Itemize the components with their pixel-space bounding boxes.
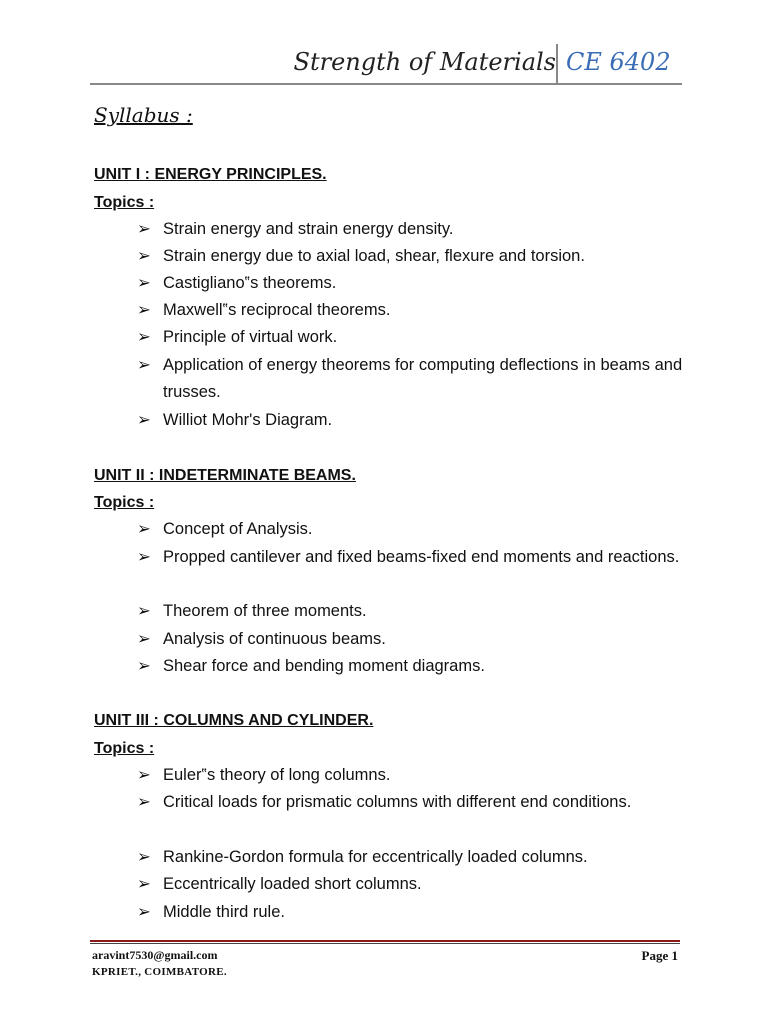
list-item: ➢ Strain energy due to axial load, shear, flexure and torsion. bbox=[137, 243, 697, 270]
arrow-bullet-icon: ➢ bbox=[137, 848, 151, 866]
arrow-bullet-icon: ➢ bbox=[137, 247, 151, 265]
list-item: ➢ Euler‟s theory of long columns. bbox=[137, 762, 697, 789]
arrow-bullet-icon: ➢ bbox=[137, 220, 151, 238]
list-item: ➢ Rankine-Gordon formula for eccentrically loaded columns. bbox=[137, 844, 697, 871]
header-divider bbox=[556, 44, 558, 84]
unit-3-title: UNIT III : COLUMNS AND CYLINDER. bbox=[94, 712, 374, 729]
page-number: Page 1 bbox=[641, 948, 678, 963]
list-item: ➢ Theorem of three moments. bbox=[137, 598, 697, 625]
arrow-bullet-icon: ➢ bbox=[137, 548, 151, 566]
footer-institution: KPRIET., COIMBATORE. bbox=[92, 966, 227, 978]
list-item: ➢ Maxwell‟s reciprocal theorems. bbox=[137, 297, 697, 324]
list-item: ➢ Application of energy theorems for computing deflections in beams and trusses. bbox=[137, 352, 697, 406]
arrow-bullet-icon: ➢ bbox=[137, 657, 151, 675]
list-item: ➢ Strain energy and strain energy density. bbox=[137, 216, 697, 243]
unit-2-topics-label: Topics : bbox=[94, 494, 155, 511]
list-item: ➢ Propped cantilever and fixed beams-fixed end moments and reactions. bbox=[137, 544, 697, 571]
arrow-bullet-icon: ➢ bbox=[137, 411, 151, 429]
arrow-bullet-icon: ➢ bbox=[137, 793, 151, 811]
page-header bbox=[0, 40, 768, 86]
arrow-bullet-icon: ➢ bbox=[137, 301, 151, 319]
course-code: CE 6402 bbox=[566, 48, 671, 76]
header-title: Strength of Materials bbox=[293, 48, 556, 76]
unit-1-topics-label: Topics : bbox=[94, 194, 155, 211]
arrow-bullet-icon: ➢ bbox=[137, 903, 151, 921]
list-item: ➢ Eccentrically loaded short columns. bbox=[137, 871, 697, 898]
unit-2-title: UNIT II : INDETERMINATE BEAMS. bbox=[94, 467, 356, 484]
arrow-bullet-icon: ➢ bbox=[137, 356, 151, 374]
syllabus-heading: Syllabus : bbox=[94, 103, 193, 127]
arrow-bullet-icon: ➢ bbox=[137, 328, 151, 346]
footer-rule-thin bbox=[90, 943, 680, 944]
arrow-bullet-icon: ➢ bbox=[137, 630, 151, 648]
arrow-bullet-icon: ➢ bbox=[137, 875, 151, 893]
list-item: ➢ Middle third rule. bbox=[137, 899, 697, 926]
arrow-bullet-icon: ➢ bbox=[137, 766, 151, 784]
list-item: ➢ Williot Mohr's Diagram. bbox=[137, 407, 697, 434]
header-rule bbox=[90, 83, 682, 85]
arrow-bullet-icon: ➢ bbox=[137, 602, 151, 620]
list-item: ➢ Analysis of continuous beams. bbox=[137, 626, 697, 653]
list-item: ➢ Critical loads for prismatic columns with different end conditions. bbox=[137, 789, 697, 816]
list-item: ➢ Concept of Analysis. bbox=[137, 516, 697, 543]
list-item: ➢ Principle of virtual work. bbox=[137, 324, 697, 351]
footer-email: aravint7530@gmail.com bbox=[92, 948, 218, 962]
arrow-bullet-icon: ➢ bbox=[137, 274, 151, 292]
footer-rule bbox=[90, 940, 680, 942]
list-item: ➢ Shear force and bending moment diagrams. bbox=[137, 653, 697, 680]
arrow-bullet-icon: ➢ bbox=[137, 520, 151, 538]
unit-1-title: UNIT I : ENERGY PRINCIPLES. bbox=[94, 166, 327, 183]
list-item: ➢ Castigliano‟s theorems. bbox=[137, 270, 697, 297]
unit-3-topics-label: Topics : bbox=[94, 740, 155, 757]
